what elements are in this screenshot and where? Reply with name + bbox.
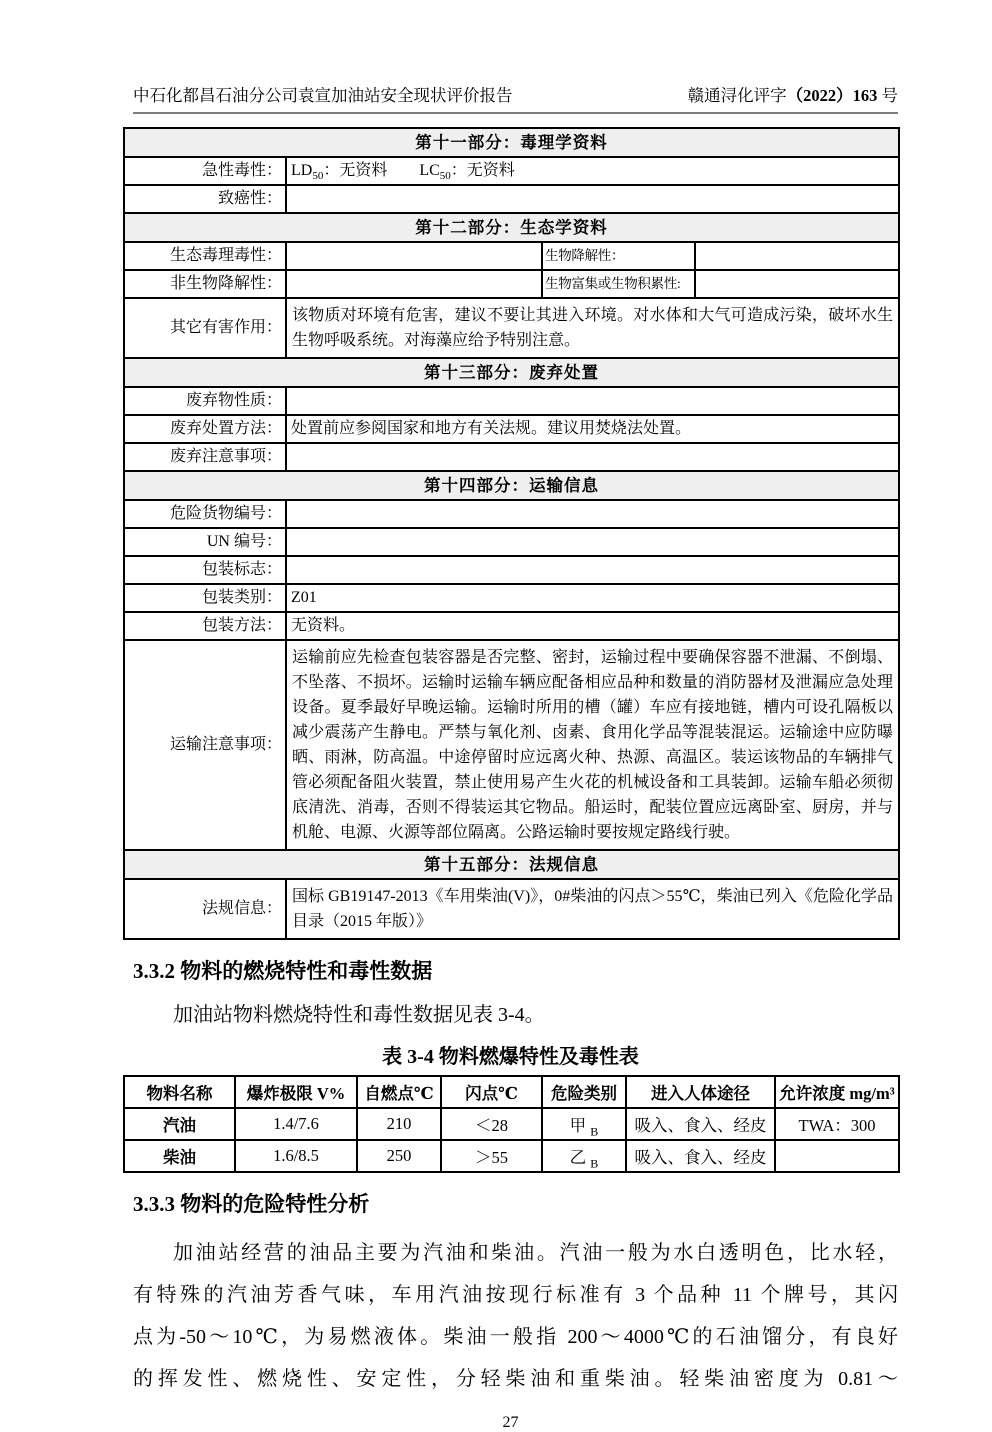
heading-3-3-3: 3.3.3 物料的危险特性分析 (133, 1192, 370, 1216)
msds-label: 非生物降解性： (124, 270, 286, 298)
running-header-left: 中石化都昌石油分公司袁宣加油站安全现状评价报告 (133, 86, 513, 105)
doc-number-bold: （2022）163 (786, 86, 878, 105)
table34-cell: ＞55 (441, 1140, 542, 1172)
msds-row (124, 157, 899, 185)
table34-row (124, 1140, 899, 1172)
table34-col-header: 允许浓度 mg/m³ (775, 1076, 899, 1108)
table34-row (124, 1108, 899, 1140)
msds-row (124, 879, 899, 939)
msds-row (124, 387, 899, 415)
table34-col-header: 物料名称 (124, 1076, 235, 1108)
msds-label: 生态毒理毒性： (124, 242, 286, 270)
msds-label: 废弃物性质： (124, 387, 286, 415)
table34-col-header: 自燃点℃ (357, 1076, 441, 1108)
msds-value: 运输前应先检查包装容器是否完整、密封，运输过程中要确保容器不泄漏、不倒塌、不坠落、不损坏。运输时运输车辆应配备相应品种和数量的消防器材及泄漏应急处理设备。夏季最好早晚运输。运输时所用的槽（罐）车应有接地链，槽内可设孔隔板以减少震荡产生静电。严禁与氧化剂、卤素、食用化学品等混装混运。运输途中应防曝晒、雨淋，防高温。中途停留时应远离火种、热源、高温区。装运该物品的车辆排气管必须配备阻火装置，禁止使用易产生火花的机械设备和工具装卸。运输车船必须彻底清洗、消毒，否则不得装运其它物品。船运时，配装位置应远离卧室、厨房，并与机舱、电源、火源等部位隔离。公路运输时要按规定路线行驶。 (286, 640, 899, 850)
table34-col-header: 闪点℃ (441, 1076, 542, 1108)
msds-label: 运输注意事项： (124, 640, 286, 850)
msds-label: 生物富集或生物积累性: (542, 270, 695, 298)
msds-value: 国标 GB19147-2013《车用柴油(V)》，0#柴油的闪点＞55℃，柴油已列入《危险化学品目录（2015 年版）》 (286, 879, 899, 939)
subscript-text: 50 (312, 169, 324, 182)
msds-label: 生物降解性： (542, 242, 695, 270)
msds-value (286, 556, 899, 584)
msds-label: 废弃处置方法： (124, 415, 286, 443)
msds-row (124, 213, 899, 242)
paragraph-line: 加油站经营的油品主要为汽油和柴油。汽油一般为水白透明色，比水轻， (173, 1242, 898, 1264)
table34-title: 表 3-4 物料燃爆特性及毒性表 (382, 1046, 639, 1068)
msds-table (123, 127, 900, 940)
msds-value (286, 443, 899, 471)
msds-row (124, 471, 899, 500)
table34-cell: 1.6/8.5 (235, 1140, 357, 1172)
table34-cell: 1.4/7.6 (235, 1108, 357, 1140)
msds-section-header: 第十一部分：毒理学资料 (124, 128, 899, 157)
msds-section-header: 第十二部分：生态学资料 (124, 213, 899, 242)
table34-cell: TWA：300 (775, 1108, 899, 1140)
page-number: 27 (502, 1414, 519, 1431)
msds-value (286, 242, 542, 270)
table34 (123, 1075, 900, 1173)
table34-cell: 乙 $_B$ (542, 1140, 626, 1172)
subscript-text: B (590, 1156, 599, 1171)
msds-section-header: 第十三部分：废弃处置 (124, 358, 899, 387)
table34-cell: 柴油 (124, 1140, 235, 1172)
paragraph-line: 点为-50～10℃，为易燃液体。柴油一般指 200～4000℃的石油馏分，有良好 (133, 1326, 898, 1348)
msds-row (124, 556, 899, 584)
table34-cell: 甲 $_B$ (542, 1108, 626, 1140)
msds-row (124, 298, 899, 358)
table34-cell: 汽油 (124, 1108, 235, 1140)
doc-number-suffix: 号 (877, 86, 898, 105)
msds-row (124, 850, 899, 879)
paragraph-line: 的挥发性、燃烧性、安定性，分轻柴油和重柴油。轻柴油密度为 0.81～ (133, 1368, 898, 1390)
msds-label: 致癌性： (124, 185, 286, 213)
table34-header-row (124, 1076, 899, 1108)
msds-label: 急性毒性： (124, 157, 286, 185)
msds-row (124, 640, 899, 850)
heading-3-3-2: 3.3.2 物料的燃烧特性和毒性数据 (133, 959, 433, 983)
msds-value (695, 242, 899, 270)
msds-row (124, 612, 899, 640)
msds-row (124, 443, 899, 471)
msds-value (286, 185, 899, 213)
table34-body (124, 1108, 899, 1172)
table34-col-header: 危险类别 (542, 1076, 626, 1108)
msds-value (286, 528, 899, 556)
msds-label: 包装标志： (124, 556, 286, 584)
msds-row (124, 270, 899, 298)
sec333-paragraph (133, 1232, 898, 1400)
msds-table-body (124, 128, 899, 939)
paragraph-line: 有特殊的汽油芳香气味，车用汽油按现行标准有 3 个品种 11 个牌号，其闪 (133, 1284, 898, 1306)
document-page (123, 82, 898, 1432)
msds-value: 该物质对环境有危害，建议不要让其进入环境。对水体和大气可造成污染，破坏水生生物呼吸系统。对海藻应给予特别注意。 (286, 298, 899, 358)
msds-value: 无资料。 (286, 612, 899, 640)
msds-row (124, 584, 899, 612)
msds-label: 其它有害作用： (124, 298, 286, 358)
msds-label: 包装方法： (124, 612, 286, 640)
table34-cell: 吸入、食入、经皮 (626, 1140, 775, 1172)
table34-cell: 吸入、食入、经皮 (626, 1108, 775, 1140)
msds-label: 废弃注意事项： (124, 443, 286, 471)
msds-label: 危险货物编号： (124, 500, 286, 528)
running-header (133, 82, 898, 114)
running-header-right (688, 82, 898, 106)
msds-value (286, 387, 899, 415)
msds-value (286, 500, 899, 528)
msds-value: Z01 (286, 584, 899, 612)
msds-value: $LD_{50}$：无资料 $LC_{50}$：无资料 (286, 157, 899, 185)
msds-row (124, 185, 899, 213)
table34-cell: 210 (357, 1108, 441, 1140)
sec332-intro-paragraph: 加油站物料燃烧特性和毒性数据见表 3-4。 (173, 1004, 545, 1026)
msds-row (124, 528, 899, 556)
msds-row (124, 128, 899, 157)
table34-cell: 250 (357, 1140, 441, 1172)
table34-cell (775, 1140, 899, 1172)
msds-row (124, 500, 899, 528)
msds-label: UN 编号： (124, 528, 286, 556)
subscript-text: B (590, 1124, 599, 1139)
table34-col-header: 进入人体途径 (626, 1076, 775, 1108)
msds-section-header: 第十五部分：法规信息 (124, 850, 899, 879)
msds-value (286, 270, 542, 298)
subscript-text: 50 (439, 169, 451, 182)
msds-row (124, 415, 899, 443)
msds-row (124, 358, 899, 387)
msds-label: 包装类别： (124, 584, 286, 612)
table34-col-header: 爆炸极限 V% (235, 1076, 357, 1108)
msds-value (695, 270, 899, 298)
doc-number-prefix: 赣通浔化评字 (687, 86, 787, 105)
table34-cell: ＜28 (441, 1108, 542, 1140)
msds-value: 处置前应参阅国家和地方有关法规。建议用焚烧法处置。 (286, 415, 899, 443)
msds-section-header: 第十四部分：运输信息 (124, 471, 899, 500)
msds-label: 法规信息： (124, 879, 286, 939)
msds-row (124, 242, 899, 270)
table34-head (124, 1076, 899, 1108)
